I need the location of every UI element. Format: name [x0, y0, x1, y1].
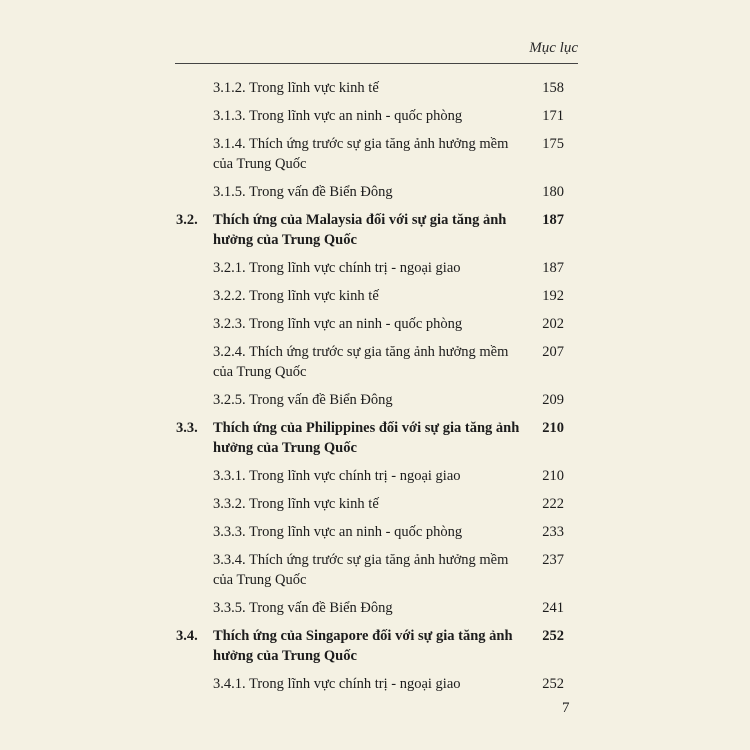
- entry-page: 175: [542, 136, 564, 152]
- entry-page: 202: [542, 316, 564, 332]
- entry-number: 3.1.3.: [213, 108, 246, 124]
- entry-title: Thích ứng trước sự gia tăng ảnh hưởng mềm của Trung Quốc: [213, 344, 509, 380]
- entry-page: 180: [542, 184, 564, 200]
- toc-section: [175, 626, 575, 666]
- entry-number: 3.3.5.: [213, 600, 246, 616]
- entry-number: 3.3.3.: [213, 524, 246, 540]
- toc-section: [175, 210, 575, 250]
- entry-page: 210: [542, 420, 564, 436]
- toc-section: [175, 418, 575, 458]
- entry-title: Trong lĩnh vực kinh tế: [249, 496, 379, 512]
- entry-number: 3.2.3.: [213, 316, 246, 332]
- entry-title: Thích ứng trước sự gia tăng ảnh hưởng mềm của Trung Quốc: [213, 552, 509, 588]
- entry-title: Trong vấn đề Biển Đông: [249, 600, 393, 616]
- entry-page: 207: [542, 344, 564, 360]
- toc-entry: [175, 106, 575, 126]
- toc-entry: [175, 78, 575, 98]
- toc-entry: [175, 522, 575, 542]
- section-title: Thích ứng của Malaysia đối với sự gia tăng ảnh hưởng của Trung Quốc: [213, 212, 507, 248]
- entry-page: 210: [542, 468, 564, 484]
- entry-page: 209: [542, 392, 564, 408]
- entry-number: 3.2.5.: [213, 392, 246, 408]
- entry-number: 3.4.1.: [213, 676, 246, 692]
- entry-number: 3.3.2.: [213, 496, 246, 512]
- entry-page: 187: [542, 212, 564, 228]
- entry-page: 192: [542, 288, 564, 304]
- entry-page: 171: [542, 108, 564, 124]
- section-number: 3.3.: [176, 420, 198, 436]
- entry-number: 3.3.4.: [213, 552, 246, 568]
- table-of-contents: [175, 78, 575, 702]
- entry-title: Trong lĩnh vực kinh tế: [249, 288, 379, 304]
- entry-title: Trong lĩnh vực an ninh - quốc phòng: [249, 108, 463, 124]
- entry-page: 241: [542, 600, 564, 616]
- section-title: Thích ứng của Philippines đối với sự gia tăng ảnh hưởng của Trung Quốc: [213, 420, 520, 456]
- header-rule: [175, 63, 578, 64]
- toc-entry: [175, 258, 575, 278]
- entry-page: 222: [542, 496, 564, 512]
- toc-entry: [175, 674, 575, 694]
- entry-title: Trong lĩnh vực chính trị - ngoại giao: [249, 468, 461, 484]
- entry-page: 158: [542, 80, 564, 96]
- toc-entry: [175, 134, 575, 174]
- entry-title: Trong lĩnh vực chính trị - ngoại giao: [249, 676, 461, 692]
- running-head: Mục lục: [529, 40, 578, 56]
- toc-entry: [175, 550, 575, 590]
- entry-page: 252: [542, 676, 564, 692]
- toc-entry: [175, 466, 575, 486]
- toc-entry: [175, 598, 575, 618]
- entry-number: 3.1.4.: [213, 136, 246, 152]
- toc-entry: [175, 286, 575, 306]
- entry-title: Thích ứng trước sự gia tăng ảnh hưởng mềm của Trung Quốc: [213, 136, 509, 172]
- section-number: 3.4.: [176, 628, 198, 644]
- toc-entry: [175, 342, 575, 382]
- entry-number: 3.2.4.: [213, 344, 246, 360]
- entry-page: 252: [542, 628, 564, 644]
- entry-number: 3.1.2.: [213, 80, 246, 96]
- entry-number: 3.3.1.: [213, 468, 246, 484]
- entry-title: Trong vấn đề Biển Đông: [249, 392, 393, 408]
- entry-title: Trong lĩnh vực an ninh - quốc phòng: [249, 316, 463, 332]
- section-number: 3.2.: [176, 212, 198, 228]
- entry-page: 237: [542, 552, 564, 568]
- entry-number: 3.2.1.: [213, 260, 246, 276]
- entry-number: 3.1.5.: [213, 184, 246, 200]
- toc-entry: [175, 494, 575, 514]
- entry-title: Trong lĩnh vực an ninh - quốc phòng: [249, 524, 463, 540]
- entry-page: 187: [542, 260, 564, 276]
- entry-title: Trong vấn đề Biển Đông: [249, 184, 393, 200]
- toc-entry: [175, 390, 575, 410]
- page-number: 7: [562, 700, 570, 716]
- section-title: Thích ứng của Singapore đối với sự gia tăng ảnh hưởng của Trung Quốc: [213, 628, 513, 664]
- entry-page: 233: [542, 524, 564, 540]
- toc-entry: [175, 182, 575, 202]
- entry-title: Trong lĩnh vực kinh tế: [249, 80, 379, 96]
- toc-entry: [175, 314, 575, 334]
- entry-title: Trong lĩnh vực chính trị - ngoại giao: [249, 260, 461, 276]
- entry-number: 3.2.2.: [213, 288, 246, 304]
